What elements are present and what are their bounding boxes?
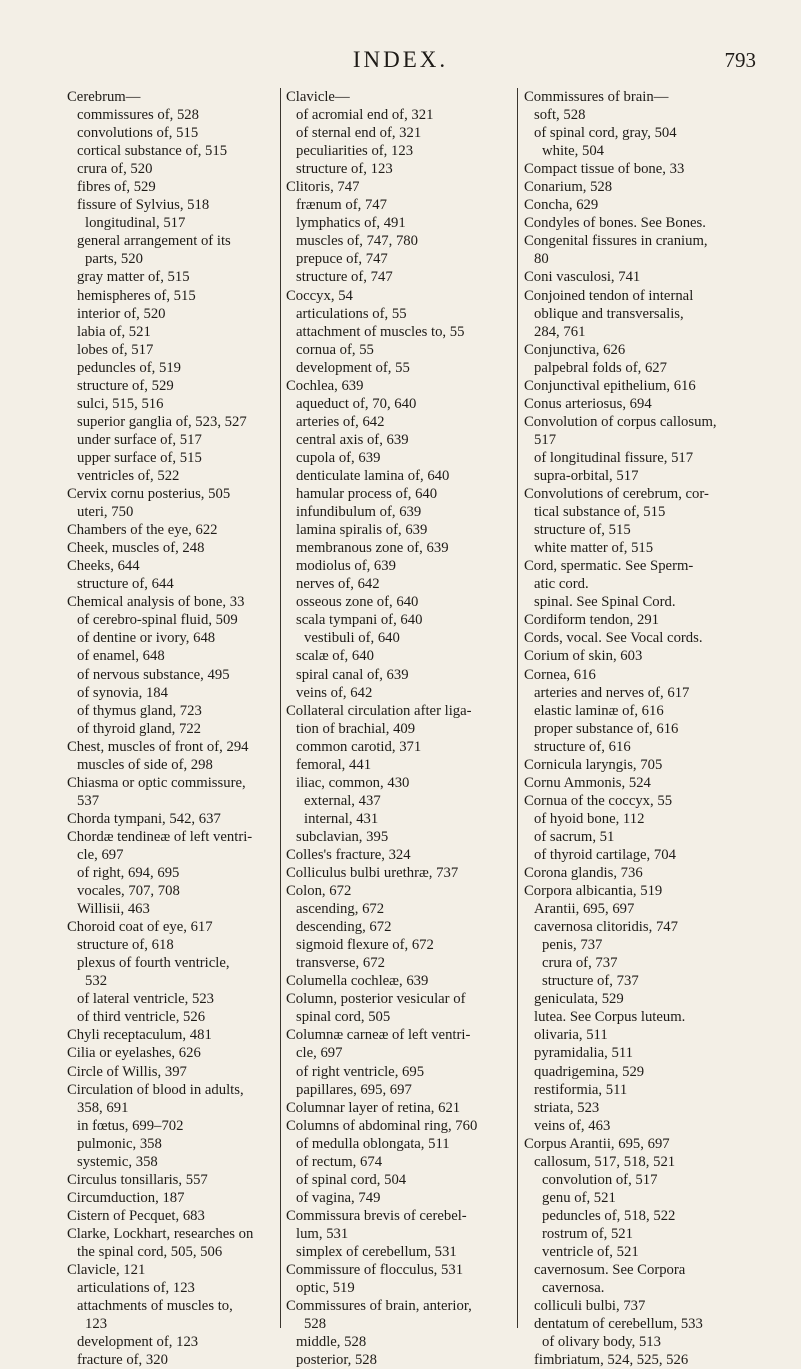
index-entry: Clitoris, 747 bbox=[286, 179, 360, 196]
index-entry: Chorda tympani, 542, 637 bbox=[67, 810, 221, 827]
index-subentry: ventricles of, 522 bbox=[77, 467, 180, 484]
index-subentry: prepuce of, 747 bbox=[296, 251, 388, 268]
index-subentry: membranous zone of, 639 bbox=[296, 540, 449, 557]
index-subentry: muscles of, 747, 780 bbox=[296, 233, 418, 250]
index-subentry: cle, 697 bbox=[296, 1045, 343, 1062]
index-subentry: muscles of side of, 298 bbox=[77, 756, 213, 773]
index-subentry: veins of, 642 bbox=[296, 684, 373, 701]
index-entry: Collateral circulation after liga- bbox=[286, 702, 472, 719]
index-entry: Circulation of blood in adults, bbox=[67, 1081, 244, 1098]
page-number: 793 bbox=[724, 48, 756, 72]
index-subentry: callosum, 517, 518, 521 bbox=[534, 1153, 676, 1170]
index-entry: Chemical analysis of bone, 33 bbox=[67, 594, 245, 611]
index-subentry: veins of, 463 bbox=[534, 1117, 611, 1134]
index-entry: Columnæ carneæ of left ventri- bbox=[286, 1027, 471, 1044]
index-subentry: in fœtus, 699–702 bbox=[77, 1117, 184, 1134]
index-subentry: attachment of muscles to, 55 bbox=[296, 323, 465, 340]
index-subentry: of longitudinal fissure, 517 bbox=[534, 449, 694, 466]
index-subentry: lamina spiralis of, 639 bbox=[296, 522, 428, 539]
index-entry: Cords, vocal. See Vocal cords. bbox=[524, 630, 703, 647]
index-subentry: cavernosa. bbox=[542, 1280, 605, 1297]
index-subentry: of hyoid bone, 112 bbox=[534, 810, 645, 827]
index-subentry: lymphatics of, 491 bbox=[296, 215, 406, 232]
index-subentry: structure of, 737 bbox=[542, 973, 639, 990]
index-entry: Circle of Willis, 397 bbox=[67, 1063, 187, 1080]
index-subentry: internal, 431 bbox=[304, 810, 379, 827]
index-subentry: subclavian, 395 bbox=[296, 828, 389, 845]
index-subentry: cavernosa clitoridis, 747 bbox=[534, 919, 678, 936]
index-entry: Commissures of brain— bbox=[524, 89, 669, 105]
index-subentry: of medulla oblongata, 511 bbox=[296, 1135, 450, 1152]
index-subentry: pulmonic, 358 bbox=[77, 1135, 162, 1152]
index-subentry: peduncles of, 519 bbox=[77, 359, 182, 376]
index-subentry: of thyroid cartilage, 704 bbox=[534, 846, 676, 863]
index-subentry: of cerebro-spinal fluid, 509 bbox=[77, 612, 238, 629]
index-subentry: longitudinal, 517 bbox=[85, 215, 186, 232]
index-subentry: penis, 737 bbox=[542, 937, 603, 954]
index-subentry: white matter of, 515 bbox=[534, 540, 654, 557]
index-subentry: of right ventricle, 695 bbox=[296, 1063, 425, 1080]
index-subentry: descending, 672 bbox=[296, 919, 392, 936]
index-subentry: uteri, 750 bbox=[77, 504, 134, 521]
index-subentry: transverse, 672 bbox=[296, 955, 385, 972]
index-subentry: osseous zone of, 640 bbox=[296, 594, 419, 611]
index-subentry: attachments of muscles to, bbox=[77, 1298, 233, 1315]
index-entry: Chiasma or optic commissure, bbox=[67, 774, 246, 791]
index-subentry: hemispheres of, 515 bbox=[77, 287, 196, 304]
index-entry: Corium of skin, 603 bbox=[524, 648, 643, 665]
index-entry: Colliculus bulbi urethræ, 737 bbox=[286, 865, 459, 882]
index-subentry: oblique and transversalis, bbox=[534, 305, 684, 322]
index-subentry: geniculata, 529 bbox=[534, 991, 624, 1008]
index-subentry: development of, 123 bbox=[77, 1334, 199, 1351]
index-subentry: soft, 528 bbox=[534, 107, 586, 124]
index-subentry: spiral canal of, 639 bbox=[296, 666, 409, 683]
index-subentry: atic cord. bbox=[534, 576, 589, 593]
index-entry: Conjoined tendon of internal bbox=[524, 287, 694, 304]
index-subentry: of sacrum, 51 bbox=[534, 828, 615, 845]
index-subentry: dentatum of cerebellum, 533 bbox=[534, 1316, 703, 1333]
index-subentry: structure of, 644 bbox=[77, 576, 174, 593]
index-subentry: scalæ of, 640 bbox=[296, 648, 374, 665]
index-subentry: femoral, 441 bbox=[296, 756, 372, 773]
index-entry: Conus arteriosus, 694 bbox=[524, 395, 652, 412]
index-entry: Circumduction, 187 bbox=[67, 1189, 185, 1206]
index-entry: Cornua of the coccyx, 55 bbox=[524, 792, 673, 809]
index-subentry: structure of, 747 bbox=[296, 269, 393, 286]
index-entry: Columella cochleæ, 639 bbox=[286, 973, 429, 990]
index-subentry: denticulate lamina of, 640 bbox=[296, 467, 450, 484]
index-subentry: of vagina, 749 bbox=[296, 1189, 381, 1206]
index-entry: Cheek, muscles of, 248 bbox=[67, 540, 205, 557]
index-subentry: 123 bbox=[85, 1316, 108, 1333]
index-entry: Condyles of bones. See Bones. bbox=[524, 215, 706, 232]
index-subentry: 537 bbox=[77, 792, 100, 809]
index-entry: Colon, 672 bbox=[286, 883, 352, 900]
index-subentry: aqueduct of, 70, 640 bbox=[296, 395, 417, 412]
index-subentry: external, 437 bbox=[304, 792, 381, 809]
index-subentry: proper substance of, 616 bbox=[534, 720, 679, 737]
index-entry: Columnar layer of retina, 621 bbox=[286, 1099, 461, 1116]
index-entry: Colles's fracture, 324 bbox=[286, 846, 411, 863]
index-subentry: elastic laminæ of, 616 bbox=[534, 702, 664, 719]
index-entry: Cordiform tendon, 291 bbox=[524, 612, 660, 629]
index-subentry: restiformia, 511 bbox=[534, 1081, 628, 1098]
index-subentry: pyramidalia, 511 bbox=[534, 1045, 633, 1062]
index-subentry: structure of, 515 bbox=[534, 522, 631, 539]
index-subentry: fimbriatum, 524, 525, 526 bbox=[534, 1352, 689, 1369]
index-subentry: colliculi bulbi, 737 bbox=[534, 1298, 646, 1315]
index-subentry: articulations of, 55 bbox=[296, 305, 407, 322]
index-subentry: 358, 691 bbox=[77, 1099, 129, 1116]
index-entry: Cervix cornu posterius, 505 bbox=[67, 486, 231, 503]
index-entry: Chyli receptaculum, 481 bbox=[67, 1027, 212, 1044]
index-subentry: iliac, common, 430 bbox=[296, 774, 410, 791]
index-entry: Corpus Arantii, 695, 697 bbox=[524, 1135, 670, 1152]
index-subentry: superior ganglia of, 523, 527 bbox=[77, 413, 247, 430]
index-entry: Cornea, 616 bbox=[524, 666, 596, 683]
index-subentry: fibres of, 529 bbox=[77, 179, 156, 196]
index-entry: Cochlea, 639 bbox=[286, 377, 364, 394]
index-entry: Conjunctival epithelium, 616 bbox=[524, 377, 696, 394]
index-entry: Clarke, Lockhart, researches on bbox=[67, 1225, 254, 1242]
index-entry: Cheeks, 644 bbox=[67, 558, 140, 575]
index-entry: Cistern of Pecquet, 683 bbox=[67, 1207, 205, 1224]
index-entry: Choroid coat of eye, 617 bbox=[67, 919, 213, 936]
index-entry: Chest, muscles of front of, 294 bbox=[67, 738, 249, 755]
index-subentry: of olivary body, 513 bbox=[542, 1334, 661, 1351]
index-entry: Cerebrum— bbox=[67, 89, 141, 105]
index-subentry: Arantii, 695, 697 bbox=[534, 901, 635, 918]
index-subentry: plexus of fourth ventricle, bbox=[77, 955, 230, 972]
index-entry: Congenital fissures in cranium, bbox=[524, 233, 708, 250]
index-column-1 bbox=[67, 88, 277, 1369]
index-subentry: of dentine or ivory, 648 bbox=[77, 630, 216, 647]
index-subentry: modiolus of, 639 bbox=[296, 558, 396, 575]
index-subentry: of sternal end of, 321 bbox=[296, 125, 422, 142]
index-subentry: the spinal cord, 505, 506 bbox=[77, 1244, 223, 1260]
index-subentry: common carotid, 371 bbox=[296, 738, 422, 755]
index-subentry: convolution of, 517 bbox=[542, 1171, 658, 1188]
index-subentry: parts, 520 bbox=[85, 251, 143, 268]
index-subentry: 517 bbox=[534, 431, 557, 448]
index-subentry: sigmoid flexure of, 672 bbox=[296, 937, 434, 954]
index-subentry: 80 bbox=[534, 251, 549, 268]
index-subentry: crura of, 520 bbox=[77, 161, 153, 178]
index-subentry: simplex of cerebellum, 531 bbox=[296, 1244, 457, 1260]
index-entry: Convolution of corpus callosum, bbox=[524, 413, 717, 430]
index-subentry: cupola of, 639 bbox=[296, 449, 381, 466]
index-subentry: of acromial end of, 321 bbox=[296, 107, 434, 124]
index-subentry: ascending, 672 bbox=[296, 901, 385, 918]
index-subentry: lobes of, 517 bbox=[77, 341, 154, 358]
index-subentry: infundibulum of, 639 bbox=[296, 504, 422, 521]
index-subentry: interior of, 520 bbox=[77, 305, 166, 322]
index-subentry: tion of brachial, 409 bbox=[296, 720, 416, 737]
index-subentry: spinal cord, 505 bbox=[296, 1009, 391, 1026]
index-subentry: of right, 694, 695 bbox=[77, 865, 180, 882]
index-subentry: spinal. See Spinal Cord. bbox=[534, 594, 676, 611]
index-entry: Columns of abdominal ring, 760 bbox=[286, 1117, 478, 1134]
index-subentry: ventricle of, 521 bbox=[542, 1244, 639, 1260]
index-subentry: development of, 55 bbox=[296, 359, 410, 376]
index-subentry: structure of, 123 bbox=[296, 161, 393, 178]
index-column-2 bbox=[286, 88, 518, 1369]
index-entry: Corona glandis, 736 bbox=[524, 865, 643, 882]
index-subentry: cavernosum. See Corpora bbox=[534, 1262, 686, 1279]
index-subentry: structure of, 618 bbox=[77, 937, 174, 954]
index-subentry: under surface of, 517 bbox=[77, 431, 202, 448]
index-subentry: lum, 531 bbox=[296, 1225, 349, 1242]
index-entry: Column, posterior vesicular of bbox=[286, 991, 466, 1008]
index-subentry: peduncles of, 518, 522 bbox=[542, 1207, 676, 1224]
index-entry: Chambers of the eye, 622 bbox=[67, 522, 218, 539]
page-header bbox=[0, 44, 801, 76]
index-subentry: arteries and nerves of, 617 bbox=[534, 684, 690, 701]
index-subentry: of lateral ventricle, 523 bbox=[77, 991, 215, 1008]
index-entry: Conjunctiva, 626 bbox=[524, 341, 626, 358]
index-subentry: of nervous substance, 495 bbox=[77, 666, 230, 683]
index-subentry: optic, 519 bbox=[296, 1280, 355, 1297]
page-title: INDEX. bbox=[352, 47, 449, 72]
index-subentry: hamular process of, 640 bbox=[296, 486, 438, 503]
index-subentry: gray matter of, 515 bbox=[77, 269, 190, 286]
index-subentry: lutea. See Corpus luteum. bbox=[534, 1009, 686, 1026]
index-entry: Cornicula laryngis, 705 bbox=[524, 756, 663, 773]
index-entry: Clavicle, 121 bbox=[67, 1262, 146, 1279]
index-entry: Commissure of flocculus, 531 bbox=[286, 1262, 464, 1279]
index-subentry: posterior, 528 bbox=[296, 1352, 377, 1369]
index-subentry: cornua of, 55 bbox=[296, 341, 374, 358]
index-subentry: central axis of, 639 bbox=[296, 431, 409, 448]
index-subentry: scala tympani of, 640 bbox=[296, 612, 423, 629]
index-entry: Circulus tonsillaris, 557 bbox=[67, 1171, 208, 1188]
index-subentry: of synovia, 184 bbox=[77, 684, 168, 701]
index-subentry: upper surface of, 515 bbox=[77, 449, 202, 466]
index-subentry: white, 504 bbox=[542, 143, 605, 160]
index-entry: Chordæ tendineæ of left ventri- bbox=[67, 828, 253, 845]
index-subentry: labia of, 521 bbox=[77, 323, 151, 340]
index-subentry: Willisii, 463 bbox=[77, 901, 150, 918]
index-column-3 bbox=[524, 88, 779, 1369]
index-entry: Corpora albicantia, 519 bbox=[524, 883, 663, 900]
index-entry: Commissures of brain, anterior, bbox=[286, 1298, 472, 1315]
index-subentry: rostrum of, 521 bbox=[542, 1225, 633, 1242]
index-subentry: striata, 523 bbox=[534, 1099, 600, 1116]
index-subentry: 532 bbox=[85, 973, 108, 990]
index-subentry: frænum of, 747 bbox=[296, 197, 387, 214]
index-subentry: supra-orbital, 517 bbox=[534, 467, 639, 484]
index-subentry: general arrangement of its bbox=[77, 233, 231, 250]
index-subentry: arteries of, 642 bbox=[296, 413, 385, 430]
index-entry: Conarium, 528 bbox=[524, 179, 613, 196]
index-entry: Compact tissue of bone, 33 bbox=[524, 161, 685, 178]
index-subentry: convolutions of, 515 bbox=[77, 125, 199, 142]
index-subentry: of rectum, 674 bbox=[296, 1153, 383, 1170]
index-subentry: palpebral folds of, 627 bbox=[534, 359, 667, 376]
index-entry: Cornu Ammonis, 524 bbox=[524, 774, 651, 791]
index-subentry: 528 bbox=[304, 1316, 327, 1333]
index-entry: Coni vasculosi, 741 bbox=[524, 269, 641, 286]
index-subentry: commissures of, 528 bbox=[77, 107, 199, 124]
index-subentry: vocales, 707, 708 bbox=[77, 883, 180, 900]
index-entry: Clavicle— bbox=[286, 89, 350, 105]
index-subentry: fissure of Sylvius, 518 bbox=[77, 197, 210, 214]
index-subentry: systemic, 358 bbox=[77, 1153, 158, 1170]
index-subentry: structure of, 529 bbox=[77, 377, 174, 394]
index-subentry: cortical substance of, 515 bbox=[77, 143, 228, 160]
index-columns bbox=[0, 88, 801, 1369]
index-subentry: fracture of, 320 bbox=[77, 1352, 168, 1369]
index-subentry: structure of, 616 bbox=[534, 738, 631, 755]
index-subentry: genu of, 521 bbox=[542, 1189, 616, 1206]
index-entry: Cilia or eyelashes, 626 bbox=[67, 1045, 201, 1062]
index-subentry: quadrigemina, 529 bbox=[534, 1063, 645, 1080]
index-subentry: of spinal cord, gray, 504 bbox=[534, 125, 677, 142]
index-subentry: of third ventricle, 526 bbox=[77, 1009, 206, 1026]
index-subentry: of thyroid gland, 722 bbox=[77, 720, 202, 737]
index-subentry: of enamel, 648 bbox=[77, 648, 165, 665]
index-entry: Convolutions of cerebrum, cor- bbox=[524, 486, 709, 503]
index-subentry: of spinal cord, 504 bbox=[296, 1171, 407, 1188]
index-subentry: middle, 528 bbox=[296, 1334, 367, 1351]
index-subentry: of thymus gland, 723 bbox=[77, 702, 202, 719]
index-subentry: crura of, 737 bbox=[542, 955, 618, 972]
index-entry: Coccyx, 54 bbox=[286, 287, 353, 304]
index-subentry: vestibuli of, 640 bbox=[304, 630, 400, 647]
index-subentry: cle, 697 bbox=[77, 846, 124, 863]
index-entry: Commissura brevis of cerebel- bbox=[286, 1207, 467, 1224]
index-subentry: sulci, 515, 516 bbox=[77, 395, 164, 412]
index-subentry: nerves of, 642 bbox=[296, 576, 380, 593]
index-subentry: 284, 761 bbox=[534, 323, 586, 340]
index-subentry: papillares, 695, 697 bbox=[296, 1081, 412, 1098]
index-subentry: peculiarities of, 123 bbox=[296, 143, 414, 160]
index-entry: Cord, spermatic. See Sperm- bbox=[524, 558, 694, 575]
index-subentry: olivaria, 511 bbox=[534, 1027, 608, 1044]
index-subentry: tical substance of, 515 bbox=[534, 504, 666, 521]
index-subentry: articulations of, 123 bbox=[77, 1280, 195, 1297]
index-entry: Concha, 629 bbox=[524, 197, 599, 214]
